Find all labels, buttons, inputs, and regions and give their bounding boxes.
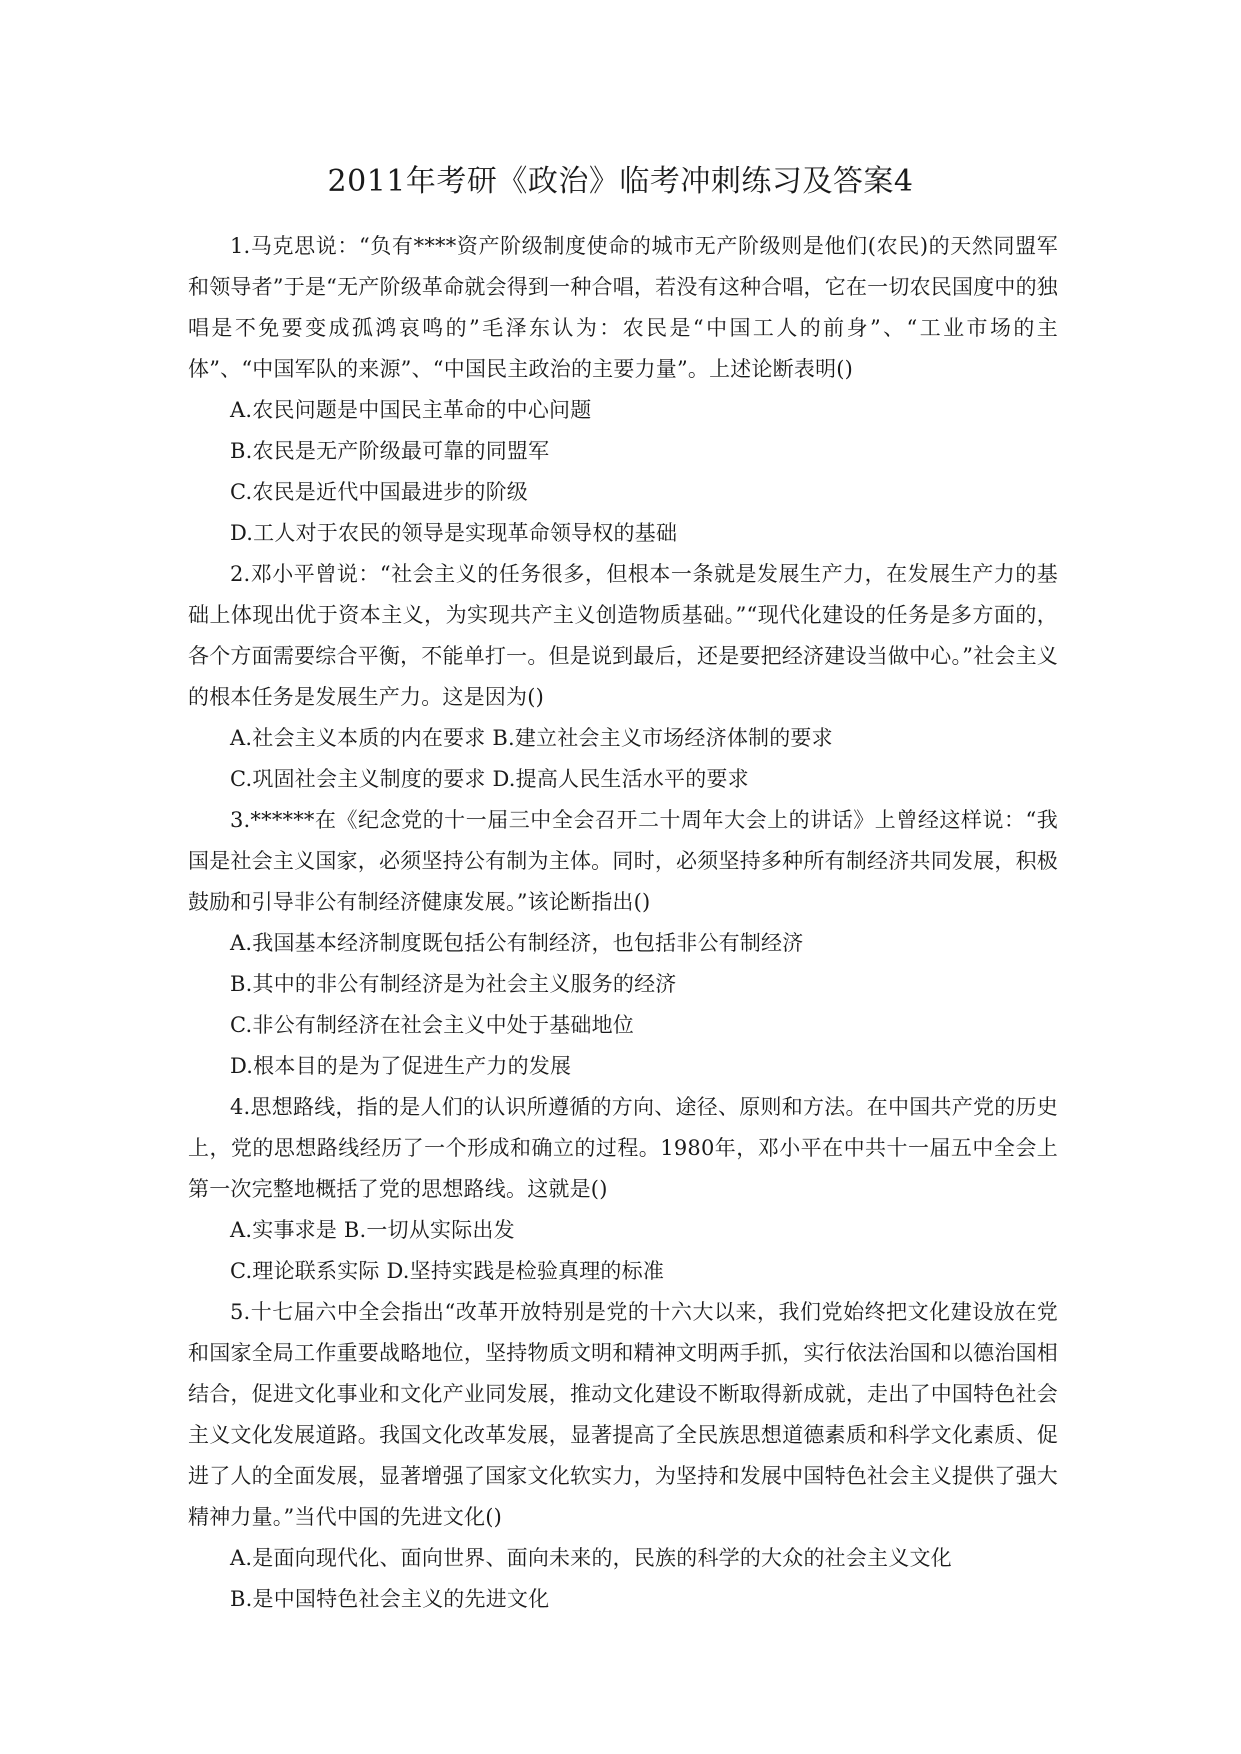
- question-2-stem: 2.邓小平曾说：“社会主义的任务很多，但根本一条就是发展生产力，在发展生产力的基础上体现出优于资本主义，为实现共产主义创造物质基础。”“现代化建设的任务是多方面的，各个方面需要综合平衡，不能单打一。但是说到最后，还是要把经济建设当做中心。”社会主义的根本任务是发展生产力。这是因为(): [188, 562, 1058, 709]
- document-body: [188, 226, 1058, 1620]
- question-1-option-c: C.农民是近代中国最进步的阶级: [230, 480, 528, 504]
- document-title: 2011年考研《政治》临考冲刺练习及答案4: [327, 164, 914, 199]
- question-3-option-c: C.非公有制经济在社会主义中处于基础地位: [230, 1013, 634, 1037]
- question-4-options-ab: A.实事求是 B.一切从实际出发: [230, 1218, 515, 1242]
- question-4-options-cd: C.理论联系实际 D.坚持实践是检验真理的标准: [230, 1259, 665, 1283]
- question-3-stem: 3.******在《纪念党的十一届三中全会召开二十周年大会上的讲话》上曾经这样说：“我国是社会主义国家，必须坚持公有制为主体。同时，必须坚持多种所有制经济共同发展，积极鼓励和引导非公有制经济健康发展。”该论断指出(): [188, 808, 1058, 914]
- question-4-stem: 4.思想路线，指的是人们的认识所遵循的方向、途径、原则和方法。在中国共产党的历史上，党的思想路线经历了一个形成和确立的过程。1980年，邓小平在中共十一届五中全会上第一次完整地概括了党的思想路线。这就是(): [188, 1095, 1058, 1201]
- question-2-options-cd: C.巩固社会主义制度的要求 D.提高人民生活水平的要求: [230, 767, 749, 791]
- question-5-option-a: A.是面向现代化、面向世界、面向未来的，民族的科学的大众的社会主义文化: [230, 1546, 952, 1570]
- question-1-option-b: B.农民是无产阶级最可靠的同盟军: [230, 439, 550, 463]
- question-1-stem: 1.马克思说：“负有****资产阶级制度使命的城市无产阶级则是他们(农民)的天然同盟军和领导者”于是“无产阶级革命就会得到一种合唱，若没有这种合唱，它在一切农民国度中的独唱是不免要变成孤鸿哀鸣的”毛泽东认为：农民是“中国工人的前身”、“工业市场的主体”、“中国军队的来源”、“中国民主政治的主要力量”。上述论断表明(): [188, 234, 1058, 381]
- question-5-option-b: B.是中国特色社会主义的先进文化: [230, 1587, 550, 1611]
- question-3-option-a: A.我国基本经济制度既包括公有制经济，也包括非公有制经济: [230, 931, 804, 955]
- question-2-options-ab: A.社会主义本质的内在要求 B.建立社会主义市场经济体制的要求: [230, 726, 833, 750]
- question-3-option-d: D.根本目的是为了促进生产力的发展: [230, 1054, 572, 1078]
- question-1-option-d: D.工人对于农民的领导是实现革命领导权的基础: [230, 521, 678, 545]
- question-3-option-b: B.其中的非公有制经济是为社会主义服务的经济: [230, 972, 677, 996]
- question-1-option-a: A.农民问题是中国民主革命的中心问题: [230, 398, 592, 422]
- question-5-stem: 5.十七届六中全会指出“改革开放特别是党的十六大以来，我们党始终把文化建设放在党和国家全局工作重要战略地位，坚持物质文明和精神文明两手抓，实行依法治国和以德治国相结合，促进文化事业和文化产业同发展，推动文化建设不断取得新成就，走出了中国特色社会主义文化发展道路。我国文化改革发展，显著提高了全民族思想道德素质和科学文化素质、促进了人的全面发展，显著增强了国家文化软实力，为坚持和发展中国特色社会主义提供了强大精神力量。”当代中国的先进文化(): [188, 1300, 1058, 1529]
